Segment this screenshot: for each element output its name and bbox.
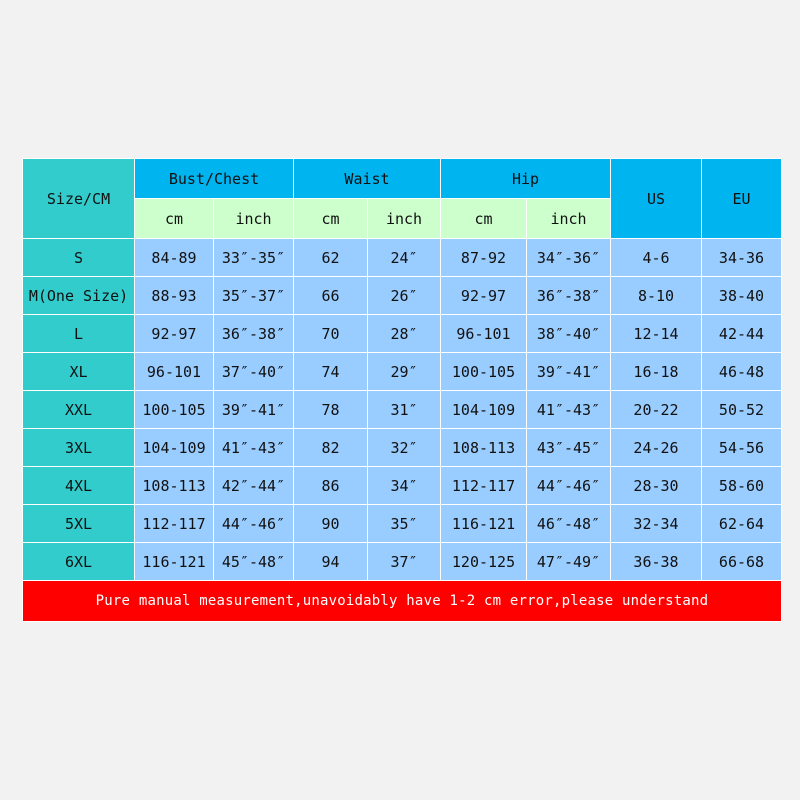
bust-inch: 37″-40″ <box>214 353 294 391</box>
hip-inch: 39″-41″ <box>527 353 611 391</box>
eu-size: 58-60 <box>702 467 782 505</box>
hip-header: Hip <box>441 159 611 199</box>
note-row <box>23 581 782 622</box>
bust-inch: 45″-48″ <box>214 543 294 581</box>
us-header: US <box>611 159 702 239</box>
bust-inch: 44″-46″ <box>214 505 294 543</box>
bust-inch-header: inch <box>214 199 294 239</box>
eu-size: 50-52 <box>702 391 782 429</box>
bust-inch: 42″-44″ <box>214 467 294 505</box>
hip-inch: 36″-38″ <box>527 277 611 315</box>
table-row <box>23 353 782 391</box>
bust-cm: 100-105 <box>135 391 214 429</box>
size-label: XL <box>23 353 135 391</box>
hip-cm: 96-101 <box>441 315 527 353</box>
waist-header: Waist <box>294 159 441 199</box>
eu-size: 34-36 <box>702 239 782 277</box>
waist-inch: 34″ <box>368 467 441 505</box>
waist-cm: 78 <box>294 391 368 429</box>
waist-inch: 31″ <box>368 391 441 429</box>
hip-cm: 108-113 <box>441 429 527 467</box>
table-row <box>23 239 782 277</box>
size-column-header: Size/CM <box>23 159 135 239</box>
us-size: 36-38 <box>611 543 702 581</box>
table-row <box>23 505 782 543</box>
hip-cm-header: cm <box>441 199 527 239</box>
measurement-note: Pure manual measurement,unavoidably have 1-2 cm error,please understand <box>23 581 782 622</box>
size-chart-table <box>22 158 782 622</box>
bust-inch: 33″-35″ <box>214 239 294 277</box>
us-size: 32-34 <box>611 505 702 543</box>
us-size: 20-22 <box>611 391 702 429</box>
bust-cm: 96-101 <box>135 353 214 391</box>
hip-cm: 87-92 <box>441 239 527 277</box>
us-size: 8-10 <box>611 277 702 315</box>
waist-inch-header: inch <box>368 199 441 239</box>
us-size: 12-14 <box>611 315 702 353</box>
table-row <box>23 429 782 467</box>
us-size: 24-26 <box>611 429 702 467</box>
us-size: 28-30 <box>611 467 702 505</box>
bust-cm: 108-113 <box>135 467 214 505</box>
hip-cm: 120-125 <box>441 543 527 581</box>
eu-header: EU <box>702 159 782 239</box>
bust-cm: 88-93 <box>135 277 214 315</box>
waist-cm: 82 <box>294 429 368 467</box>
bust-cm: 84-89 <box>135 239 214 277</box>
waist-inch: 37″ <box>368 543 441 581</box>
bust-header: Bust/Chest <box>135 159 294 199</box>
hip-inch: 44″-46″ <box>527 467 611 505</box>
eu-size: 46-48 <box>702 353 782 391</box>
waist-inch: 24″ <box>368 239 441 277</box>
size-label: 4XL <box>23 467 135 505</box>
bust-cm: 112-117 <box>135 505 214 543</box>
eu-size: 62-64 <box>702 505 782 543</box>
hip-inch: 38″-40″ <box>527 315 611 353</box>
waist-cm: 66 <box>294 277 368 315</box>
size-label: L <box>23 315 135 353</box>
table-row <box>23 467 782 505</box>
waist-inch: 26″ <box>368 277 441 315</box>
hip-inch: 43″-45″ <box>527 429 611 467</box>
eu-size: 66-68 <box>702 543 782 581</box>
waist-cm: 90 <box>294 505 368 543</box>
hip-cm: 112-117 <box>441 467 527 505</box>
size-label: 3XL <box>23 429 135 467</box>
size-label: XXL <box>23 391 135 429</box>
table-row <box>23 543 782 581</box>
size-label: 5XL <box>23 505 135 543</box>
eu-size: 54-56 <box>702 429 782 467</box>
hip-cm: 100-105 <box>441 353 527 391</box>
table-row <box>23 391 782 429</box>
bust-cm: 104-109 <box>135 429 214 467</box>
us-size: 16-18 <box>611 353 702 391</box>
waist-cm: 86 <box>294 467 368 505</box>
waist-inch: 32″ <box>368 429 441 467</box>
waist-inch: 35″ <box>368 505 441 543</box>
waist-cm-header: cm <box>294 199 368 239</box>
bust-cm: 116-121 <box>135 543 214 581</box>
hip-cm: 116-121 <box>441 505 527 543</box>
hip-cm: 104-109 <box>441 391 527 429</box>
hip-inch: 41″-43″ <box>527 391 611 429</box>
waist-inch: 28″ <box>368 315 441 353</box>
bust-inch: 35″-37″ <box>214 277 294 315</box>
size-label: M(One Size) <box>23 277 135 315</box>
waist-inch: 29″ <box>368 353 441 391</box>
hip-inch: 47″-49″ <box>527 543 611 581</box>
bust-inch: 39″-41″ <box>214 391 294 429</box>
bust-inch: 36″-38″ <box>214 315 294 353</box>
hip-inch: 34″-36″ <box>527 239 611 277</box>
us-size: 4-6 <box>611 239 702 277</box>
waist-cm: 74 <box>294 353 368 391</box>
eu-size: 38-40 <box>702 277 782 315</box>
hip-cm: 92-97 <box>441 277 527 315</box>
bust-cm: 92-97 <box>135 315 214 353</box>
bust-cm-header: cm <box>135 199 214 239</box>
header-row-groups <box>23 159 782 199</box>
size-label: S <box>23 239 135 277</box>
size-label: 6XL <box>23 543 135 581</box>
waist-cm: 70 <box>294 315 368 353</box>
waist-cm: 62 <box>294 239 368 277</box>
eu-size: 42-44 <box>702 315 782 353</box>
hip-inch: 46″-48″ <box>527 505 611 543</box>
bust-inch: 41″-43″ <box>214 429 294 467</box>
table-row <box>23 277 782 315</box>
hip-inch-header: inch <box>527 199 611 239</box>
table-row <box>23 315 782 353</box>
waist-cm: 94 <box>294 543 368 581</box>
